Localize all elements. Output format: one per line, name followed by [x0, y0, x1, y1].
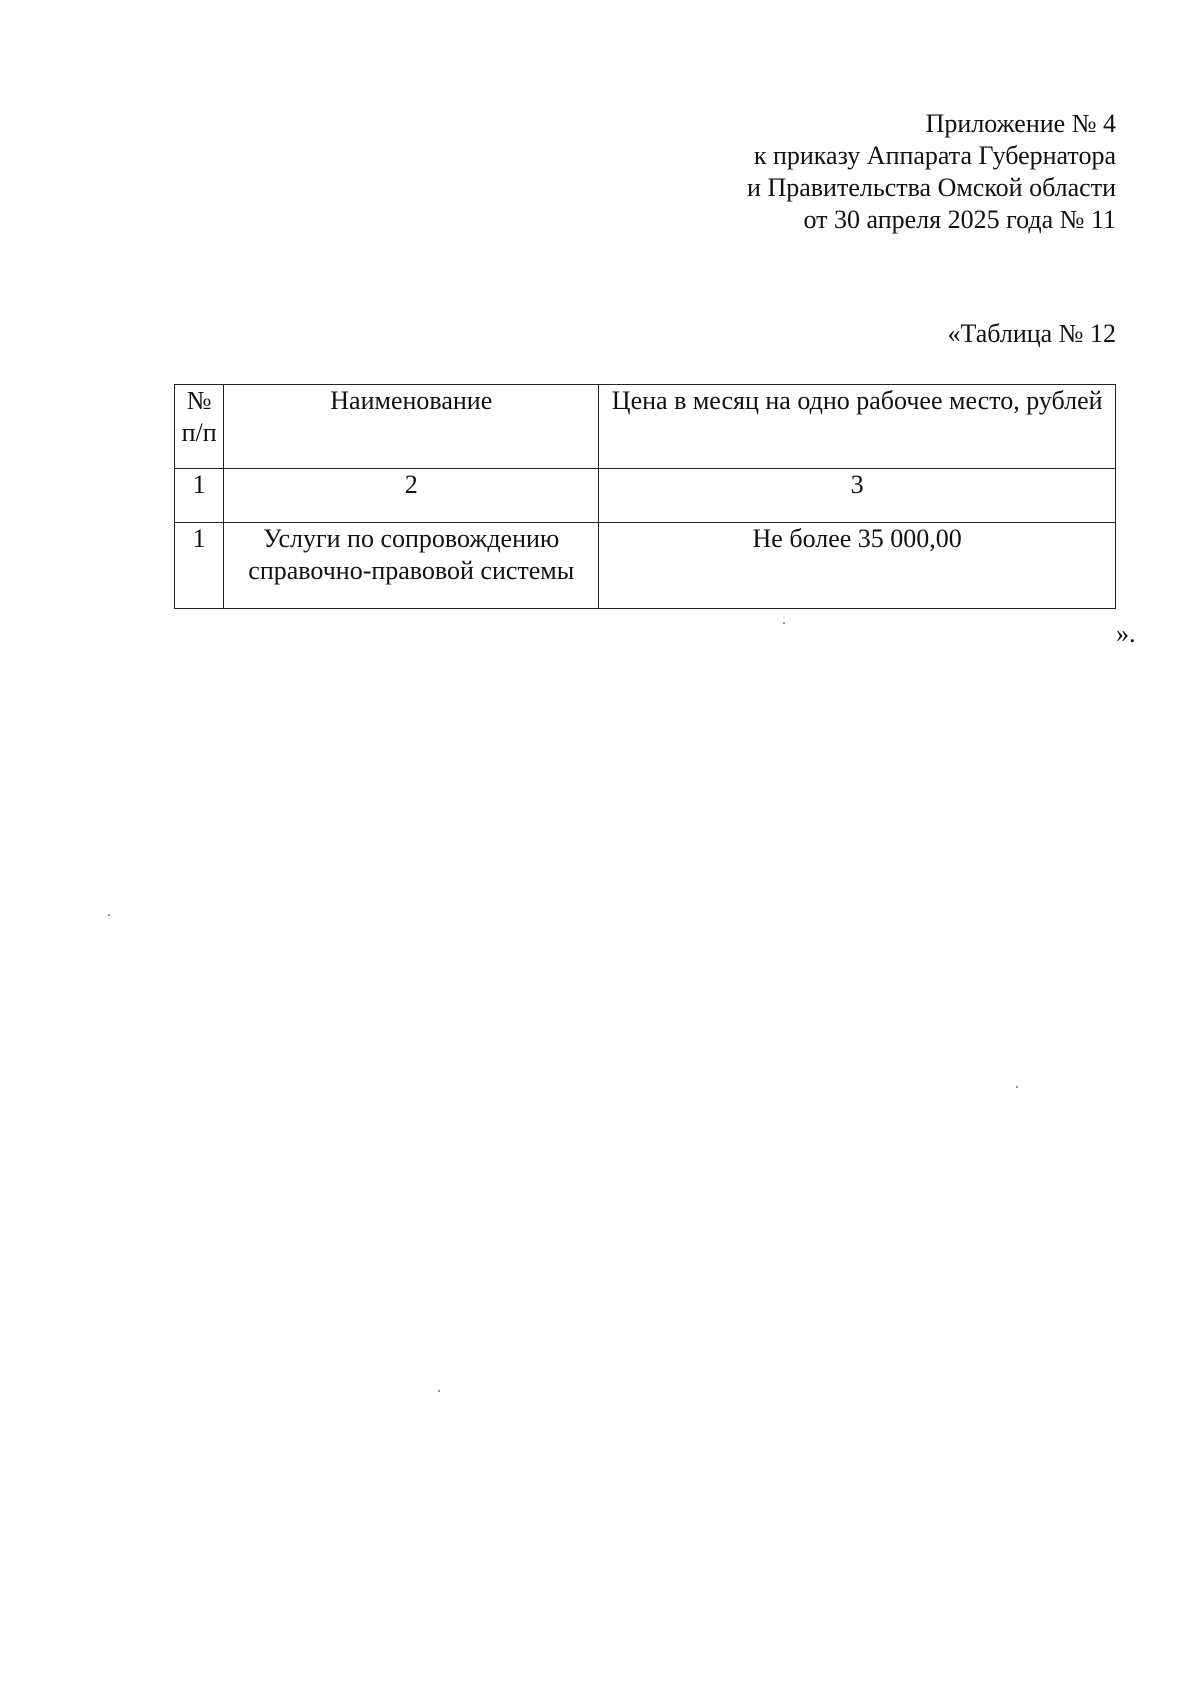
row-name-cell: Услуги по сопровождению справочно-правовой системы	[224, 523, 599, 609]
row-number-cell: 1	[175, 523, 224, 609]
appendix-order-line: к приказу Аппарата Губернатора	[753, 141, 1116, 170]
appendix-title: Приложение № 4	[925, 109, 1116, 138]
table-column-numbers-row	[175, 469, 1116, 523]
column-number-cell: 3	[599, 469, 1116, 523]
row-price-cell: Не более 35 000,00	[599, 523, 1116, 609]
price-table	[174, 384, 1116, 609]
column-header-name: Наименование	[224, 385, 599, 469]
column-header-number: № п/п	[175, 385, 224, 469]
column-number-cell: 2	[224, 469, 599, 523]
appendix-authority-line: и Правительства Омской области	[747, 173, 1116, 202]
scan-speck	[1016, 1086, 1018, 1088]
column-number-cell: 1	[175, 469, 224, 523]
table-row	[175, 523, 1116, 609]
table-caption: «Таблица № 12	[947, 319, 1116, 348]
scan-speck	[783, 622, 785, 624]
scan-speck	[438, 1390, 440, 1392]
appendix-header	[747, 108, 1116, 236]
table-header-row	[175, 385, 1116, 469]
closing-quote: ».	[1116, 619, 1136, 648]
column-header-price: Цена в месяц на одно рабочее место, рублей	[599, 385, 1116, 469]
scan-speck	[108, 914, 110, 916]
appendix-date-line: от 30 апреля 2025 года № 11	[803, 205, 1116, 234]
